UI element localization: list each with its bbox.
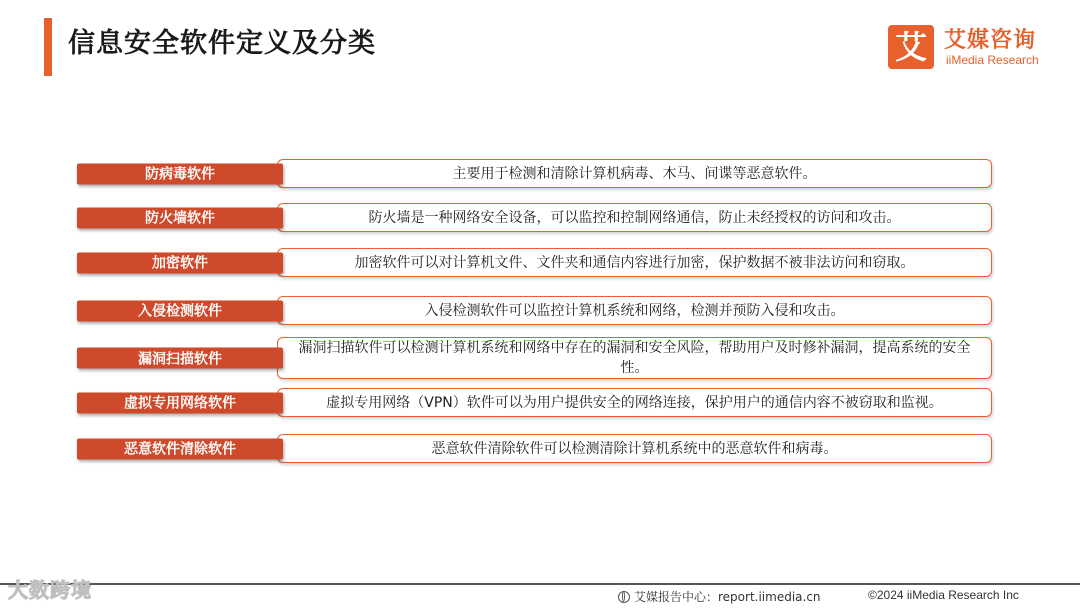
footer-source: [618, 588, 821, 605]
category-row-malware-removal: [77, 434, 992, 463]
category-description-box: [277, 159, 992, 188]
category-label: 防病毒软件: [77, 163, 283, 184]
category-description: 主要用于检测和清除计算机病毒、木马、间谍等恶意软件。: [452, 165, 817, 182]
category-description-box: [277, 203, 992, 232]
category-label: 防火墙软件: [77, 207, 283, 228]
category-row-encryption: [77, 248, 992, 277]
category-label: 恶意软件清除软件: [77, 438, 283, 459]
category-description: 虚拟专用网络（VPN）软件可以为用户提供安全的网络连接，保护用户的通信内容不被窃取和监视。: [326, 394, 943, 411]
category-description: 加密软件可以对计算机文件、文件夹和通信内容进行加密，保护数据不被非法访问和窃取。: [354, 254, 915, 271]
logo-mark-icon: 艾: [888, 25, 934, 69]
page-title: 信息安全软件定义及分类: [68, 28, 376, 59]
footer-source-text: 艾媒报告中心：report.iimedia.cn: [634, 590, 821, 604]
category-description-box: [277, 388, 992, 417]
footer-divider: [0, 583, 1080, 585]
category-label: 加密软件: [77, 252, 283, 273]
category-description-box: [277, 248, 992, 277]
category-label: 入侵检测软件: [77, 300, 283, 321]
category-row-vulnerability-scan: [77, 337, 992, 379]
category-row-vpn: [77, 388, 992, 417]
category-row-firewall: [77, 203, 992, 232]
iimedia-logo: [888, 25, 1058, 69]
category-row-intrusion-detection: [77, 296, 992, 325]
category-label: 漏洞扫描软件: [77, 348, 283, 369]
logo-english-name: iiMedia Research: [946, 53, 1039, 67]
category-description: 恶意软件清除软件可以检测清除计算机系统中的恶意软件和病毒。: [431, 440, 838, 457]
category-description-box: [277, 434, 992, 463]
category-description-box: [277, 296, 992, 325]
category-description: 防火墙是一种网络安全设备，可以监控和控制网络通信，防止未经授权的访问和攻击。: [368, 209, 901, 226]
title-accent-bar: [44, 18, 52, 76]
globe-icon: [618, 591, 630, 603]
watermark: 大数跨境: [8, 578, 92, 602]
category-description-box: [277, 337, 992, 379]
category-row-antivirus: [77, 159, 992, 188]
logo-chinese-name: 艾媒咨询: [944, 28, 1037, 53]
category-description: 漏洞扫描软件可以检测计算机系统和网络中存在的漏洞和安全风险，帮助用户及时修补漏洞，提高系统的安全性。: [298, 340, 971, 376]
footer-copyright: ©2024 iiMedia Research Inc: [868, 588, 1019, 602]
category-label: 虚拟专用网络软件: [77, 392, 283, 413]
category-description: 入侵检测软件可以监控计算机系统和网络，检测并预防入侵和攻击。: [424, 302, 845, 319]
